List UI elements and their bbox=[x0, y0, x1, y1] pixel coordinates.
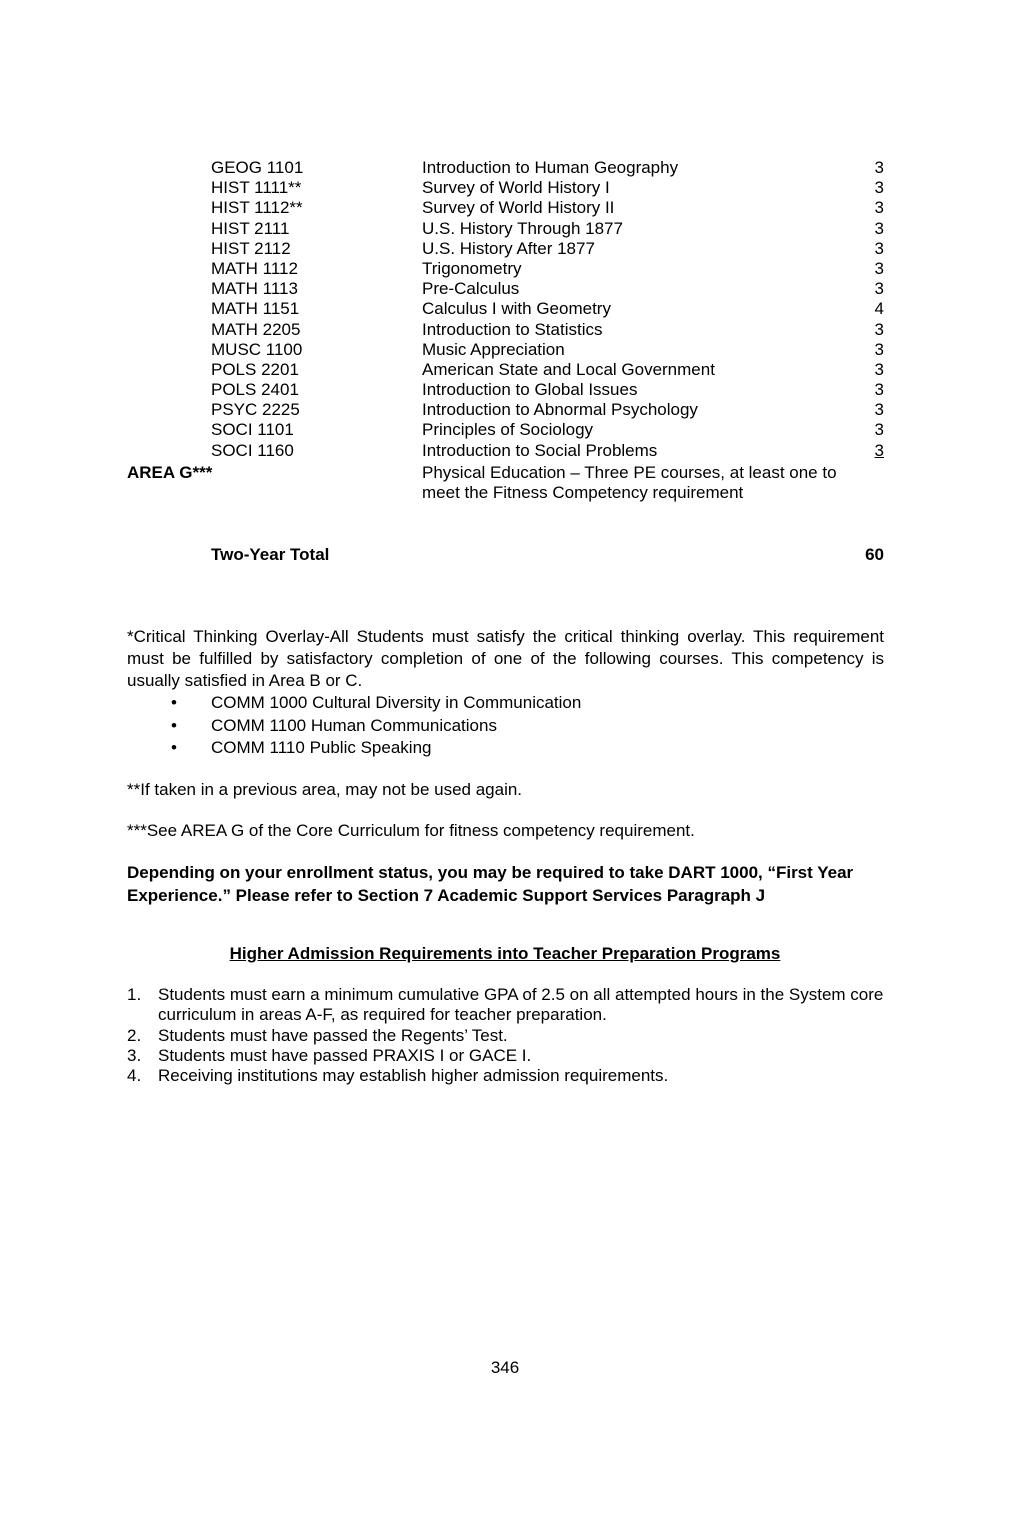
course-row bbox=[0, 299, 1010, 319]
course-code: HIST 1112** bbox=[211, 198, 303, 218]
course-title: Calculus I with Geometry bbox=[422, 299, 611, 319]
course-title: Music Appreciation bbox=[422, 339, 565, 359]
course-name: COMM 1000 Cultural Diversity in Communication bbox=[211, 693, 582, 712]
course-row bbox=[0, 178, 1010, 198]
course-code: SOCI 1101 bbox=[211, 420, 294, 440]
list-item bbox=[127, 737, 884, 760]
area-g-label: AREA G*** bbox=[127, 463, 213, 482]
item-text: Students must have passed PRAXIS I or GACE I. bbox=[158, 1045, 532, 1065]
course-code: POLS 2201 bbox=[211, 359, 299, 379]
item-number: 1. bbox=[127, 985, 142, 1004]
course-credits: 3 bbox=[874, 198, 884, 218]
course-credits: 3 bbox=[874, 158, 884, 177]
course-code: SOCI 1160 bbox=[211, 440, 294, 460]
critical-thinking-note: *Critical Thinking Overlay-All Students must satisfy the critical thinking overlay. This requirement must be fulfilled by satisfactory completion of one of the following courses. This competency is usually satisfied in Area B or C. bbox=[127, 627, 884, 690]
course-title: Introduction to Statistics bbox=[422, 319, 603, 339]
course-credits: 3 bbox=[874, 279, 884, 299]
course-code: MUSC 1100 bbox=[211, 339, 303, 359]
item-number: 2. bbox=[127, 1025, 142, 1045]
course-row bbox=[0, 239, 1010, 259]
course-title: U.S. History After 1877 bbox=[422, 238, 595, 258]
page-number: 346 bbox=[490, 1358, 520, 1377]
course-credits: 3 bbox=[874, 238, 884, 258]
course-row bbox=[0, 441, 1010, 461]
course-title: Trigonometry bbox=[422, 258, 522, 278]
course-credits: 3 bbox=[874, 359, 884, 379]
course-table bbox=[0, 158, 1010, 461]
course-title: Pre-Calculus bbox=[422, 279, 520, 299]
course-code: MATH 1113 bbox=[211, 279, 298, 299]
course-credits: 3 bbox=[874, 178, 884, 198]
course-credits: 4 bbox=[874, 299, 884, 319]
course-title: Introduction to Global Issues bbox=[422, 380, 638, 400]
previous-area-note: **If taken in a previous area, may not be used again. bbox=[127, 780, 523, 799]
higher-admission-heading: Higher Admission Requirements into Teacher Preparation Programs bbox=[229, 944, 781, 963]
course-code: POLS 2401 bbox=[211, 380, 299, 400]
item-text: Receiving institutions may establish higher admission requirements. bbox=[158, 1066, 669, 1086]
course-code: GEOG 1101 bbox=[211, 158, 304, 177]
dart-note: Depending on your enrollment status, you may be required to take DART 1000, “First Year Experience.” Please refer to Section 7 Academic Support Services Paragraph J bbox=[127, 863, 854, 905]
course-row bbox=[0, 420, 1010, 440]
list-item bbox=[127, 1026, 884, 1046]
requirements-list bbox=[127, 985, 884, 1086]
list-item bbox=[127, 985, 884, 1026]
course-row bbox=[0, 219, 1010, 239]
course-code: HIST 2112 bbox=[211, 238, 291, 258]
course-credits: 3 bbox=[874, 218, 884, 238]
total-label: Two-Year Total bbox=[211, 545, 330, 564]
course-row bbox=[0, 360, 1010, 380]
list-item bbox=[127, 715, 884, 738]
course-credits: 3 bbox=[874, 258, 884, 278]
course-title: Survey of World History I bbox=[422, 178, 610, 198]
course-row bbox=[0, 198, 1010, 218]
list-item bbox=[127, 1066, 884, 1086]
course-credits: 3 bbox=[874, 400, 884, 420]
course-row bbox=[0, 320, 1010, 340]
course-name: COMM 1110 Public Speaking bbox=[211, 738, 432, 758]
area-g-note: ***See AREA G of the Core Curriculum for fitness competency requirement. bbox=[127, 821, 695, 840]
item-number: 4. bbox=[127, 1066, 142, 1086]
bullet-icon: • bbox=[171, 715, 177, 735]
course-title: U.S. History Through 1877 bbox=[422, 218, 623, 238]
course-code: HIST 2111 bbox=[211, 218, 290, 238]
course-credits: 3 bbox=[874, 440, 884, 460]
item-number: 3. bbox=[127, 1045, 142, 1065]
item-text: Students must have passed the Regents’ Test. bbox=[158, 1025, 508, 1045]
bullet-icon: • bbox=[171, 738, 177, 758]
course-code: HIST 1111** bbox=[211, 178, 302, 198]
course-title: Introduction to Abnormal Psychology bbox=[422, 400, 698, 420]
area-g-description: Physical Education – Three PE courses, at least one to meet the Fitness Competency requirement bbox=[422, 463, 837, 503]
course-row bbox=[0, 400, 1010, 420]
course-code: MATH 2205 bbox=[211, 319, 301, 339]
bullet-icon: • bbox=[171, 693, 177, 712]
list-item bbox=[127, 692, 884, 715]
course-title: Survey of World History II bbox=[422, 198, 615, 218]
course-credits: 3 bbox=[874, 380, 884, 400]
course-row bbox=[0, 259, 1010, 279]
item-text: Students must earn a minimum cumulative GPA of 2.5 on all attempted hours in the System core curriculum in areas A-F, as required for teacher preparation. bbox=[158, 985, 884, 1025]
course-credits: 3 bbox=[874, 319, 884, 339]
course-name: COMM 1100 Human Communications bbox=[211, 715, 497, 735]
course-title: Introduction to Social Problems bbox=[422, 440, 658, 460]
course-title: American State and Local Government bbox=[422, 359, 715, 379]
course-row bbox=[0, 340, 1010, 360]
course-title: Introduction to Human Geography bbox=[422, 158, 679, 177]
course-row bbox=[0, 158, 1010, 178]
course-credits: 3 bbox=[874, 420, 884, 440]
course-row bbox=[0, 279, 1010, 299]
course-credits: 3 bbox=[874, 339, 884, 359]
course-code: MATH 1151 bbox=[211, 299, 300, 319]
course-row bbox=[0, 380, 1010, 400]
list-item bbox=[127, 1046, 884, 1066]
critical-thinking-course-list bbox=[127, 692, 884, 760]
course-code: PSYC 2225 bbox=[211, 400, 300, 420]
course-title: Principles of Sociology bbox=[422, 420, 594, 440]
course-code: MATH 1112 bbox=[211, 258, 298, 278]
total-value: 60 bbox=[865, 545, 884, 564]
